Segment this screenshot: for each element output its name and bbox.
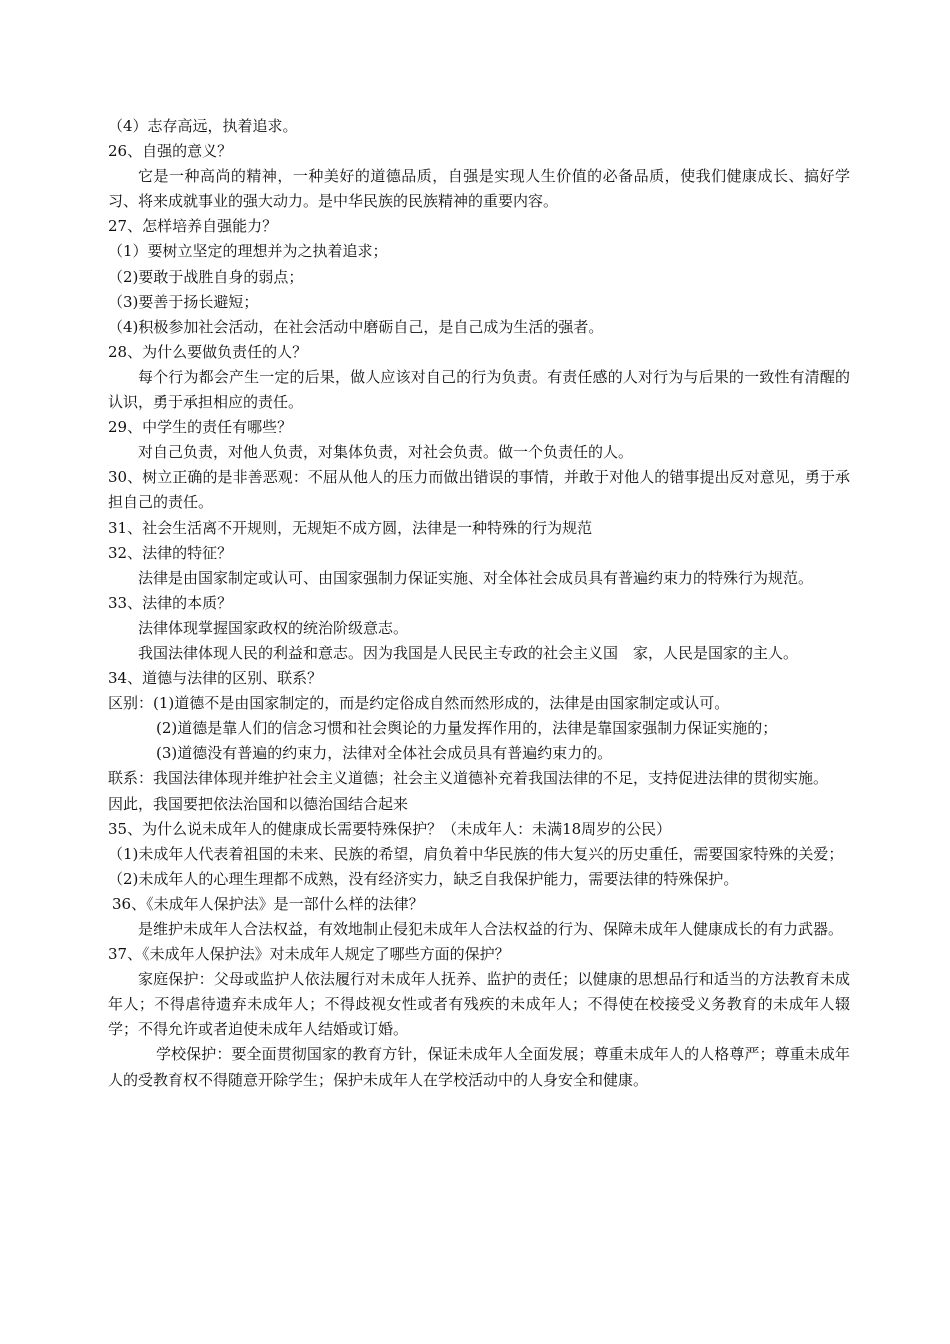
text-line: 因此，我国要把依法治国和以德治国结合起来 (108, 794, 409, 813)
text-line: 我国法律体现人民的利益和意志。因为我国是人民民主专政的社会主义国 家，人民是国家的主人。 (138, 643, 799, 662)
text-line: 是维护未成年人合法权益，有效地制止侵犯未成年人合法权益的行为、保障未成年人健康成长的有力武器。 (138, 920, 844, 938)
text-line: 联系：我国法律体现并维护社会主义道德；社会主义道德补充着我国法律的不足，支持促进法律的贯彻实施。 (108, 769, 829, 788)
text-line: 它是一种高尚的精神，一种美好的道德品质，自强是实现人生价值的必备品质，使我们健康成长、搞好学习、将来成就事业的强大动力。是中华民族的民族精神的重要内容。 (108, 167, 850, 211)
text-line: 31、社会生活离不开规则，无规矩不成方圆，法律是一种特殊的行为规范 (108, 518, 593, 537)
text-line: （1）要树立坚定的理想并为之执着追求； (108, 242, 388, 261)
text-line: （4)积极参加社会活动，在社会活动中磨砺自己，是自己成为生活的强者。 (108, 317, 604, 336)
document-body (108, 114, 850, 1093)
text-line: 28、为什么要做负责任的人？ (108, 342, 308, 361)
text-line: 35、为什么说未成年人的健康成长需要特殊保护？（未成年人：未满18周岁的公民） (108, 819, 672, 838)
text-line: 区别：(1)道德不是由国家制定的，而是约定俗成自然而然形成的，法律是由国家制定或认可。 (108, 694, 730, 713)
text-line: 34、道德与法律的区别、联系？ (108, 669, 323, 688)
text-line: 36、《未成年人保护法》是一部什么样的法律？ (112, 894, 424, 913)
text-line: 对自己负责，对他人负责，对集体负责，对社会负责。做一个负责任的人。 (138, 443, 634, 462)
text-line: （1)未成年人代表着祖国的未来、民族的希望，肩负着中华民族的伟大复兴的历史重任，需要国家特殊的关爱； (108, 844, 844, 863)
text-line: 30、树立正确的是非善恶观：不屈从他人的压力而做出错误的事情，并敢于对他人的错事提出反对意见，勇于承担自己的责任。 (108, 468, 850, 512)
text-line: 学校保护：要全面贯彻国家的教育方针，保证未成年人全面发展；尊重未成年人的人格尊严；尊重未成年人的受教育权不得随意开除学生；保护未成年人在学校活动中的人身安全和健康。 (108, 1045, 850, 1089)
text-line: 家庭保护：父母或监护人依法履行对未成年人抚养、监护的责任；以健康的思想品行和适当的方法教育未成年人；不得虐待遗弃未成年人；不得歧视女性或者有残疾的未成年人；不得使在校接受义务教育的未成年人辍学；不得允许或者迫使未成年人结婚或订婚。 (108, 970, 850, 1039)
text-line: 33、法律的本质？ (108, 593, 233, 612)
text-line: （3)要善于扬长避短； (108, 292, 259, 311)
text-line: （2)要敢于战胜自身的弱点； (108, 267, 304, 286)
text-line: 每个行为都会产生一定的后果，做人应该对自己的行为负责。有责任感的人对行为与后果的一致性有清醒的认识，勇于承担相应的责任。 (108, 367, 850, 412)
text-line: （2)未成年人的心理生理都不成熟，没有经济实力，缺乏自我保护能力，需要法律的特殊保护。 (108, 869, 739, 888)
text-line: 37、《未成年人保护法》对未成年人规定了哪些方面的保护？ (108, 945, 510, 964)
text-line: 法律是由国家制定或认可、由国家强制力保证实施、对全体社会成员具有普遍约束力的特殊行为规范。 (138, 568, 814, 587)
text-line: 26、自强的意义？ (108, 142, 233, 161)
text-line: (2)道德是靠人们的信念习惯和社会舆论的力量发挥作用的，法律是靠国家强制力保证实施的； (156, 719, 778, 738)
text-line: 29、中学生的责任有哪些？ (108, 418, 293, 437)
text-line: 32、法律的特征？ (108, 543, 233, 562)
text-line: (3)道德没有普遍的约束力，法律对全体社会成员具有普遍约束力的。 (156, 744, 613, 763)
text-line: 27、怎样培养自强能力？ (108, 217, 278, 236)
text-line: 法律体现掌握国家政权的统治阶级意志。 (138, 618, 409, 637)
text-line: （4）志存高远，执着追求。 (108, 117, 298, 135)
